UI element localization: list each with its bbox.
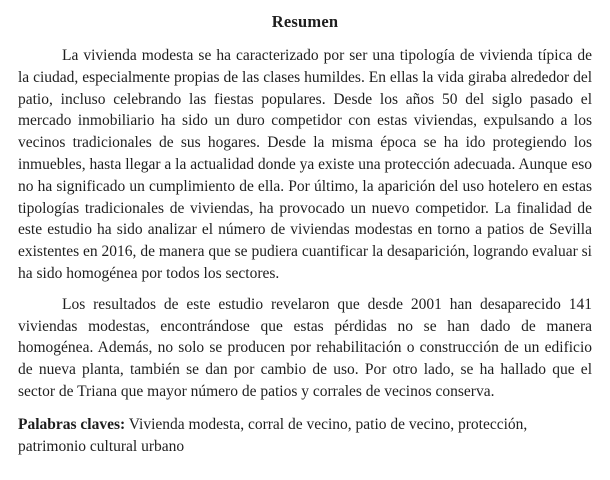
- keywords-text: Vivienda modesta, corral de vecino, patio de vecino, protección, patrimonio cultural urbano: [18, 415, 528, 455]
- keywords-line: [18, 414, 592, 458]
- abstract-title: Resumen: [271, 12, 339, 31]
- abstract-paragraph-2: Los resultados de este estudio revelaron que desde 2001 han desaparecido 141 viviendas modestas, encontrándose que estas pérdidas no se han dado de manera homogénea. Además, no solo se producen por rehabilitación o construcción de un edificio de nueva planta, también se dan por cambio de uso. Por otro lado, se ha hallado que el sector de Triana que mayor número de patios y corrales de vecinos conserva.: [18, 295, 592, 400]
- abstract-paragraph-1: La vivienda modesta se ha caracterizado por ser una tipología de vivienda típica de la ciudad, especialmente propias de las clases humildes. En ellas la vida giraba alrededor del patio, incluso celebrando las fiestas populares. Desde los años 50 del siglo pasado el mercado inmobiliario ha sido un duro competidor con estas viviendas, expulsando a los vecinos tradicionales de sus hogares. Desde la misma época se ha ido protegiendo los inmuebles, hasta llegar a la actualidad donde ya existe una protección adecuada. Aunque eso no ha significado un cumplimiento de ella. Por último, la aparición del uso hotelero en estas tipologías tradicionales de viviendas, ha provocado un nuevo competidor. La finalidad de este estudio ha sido analizar el número de viviendas modestas en torno a patios de Sevilla existentes en 2016, de manera que se pudiera cuantificar la desaparición, logrando evaluar si ha sido homogénea por todos los sectores.: [18, 47, 592, 282]
- keywords-label: Palabras claves:: [18, 415, 126, 433]
